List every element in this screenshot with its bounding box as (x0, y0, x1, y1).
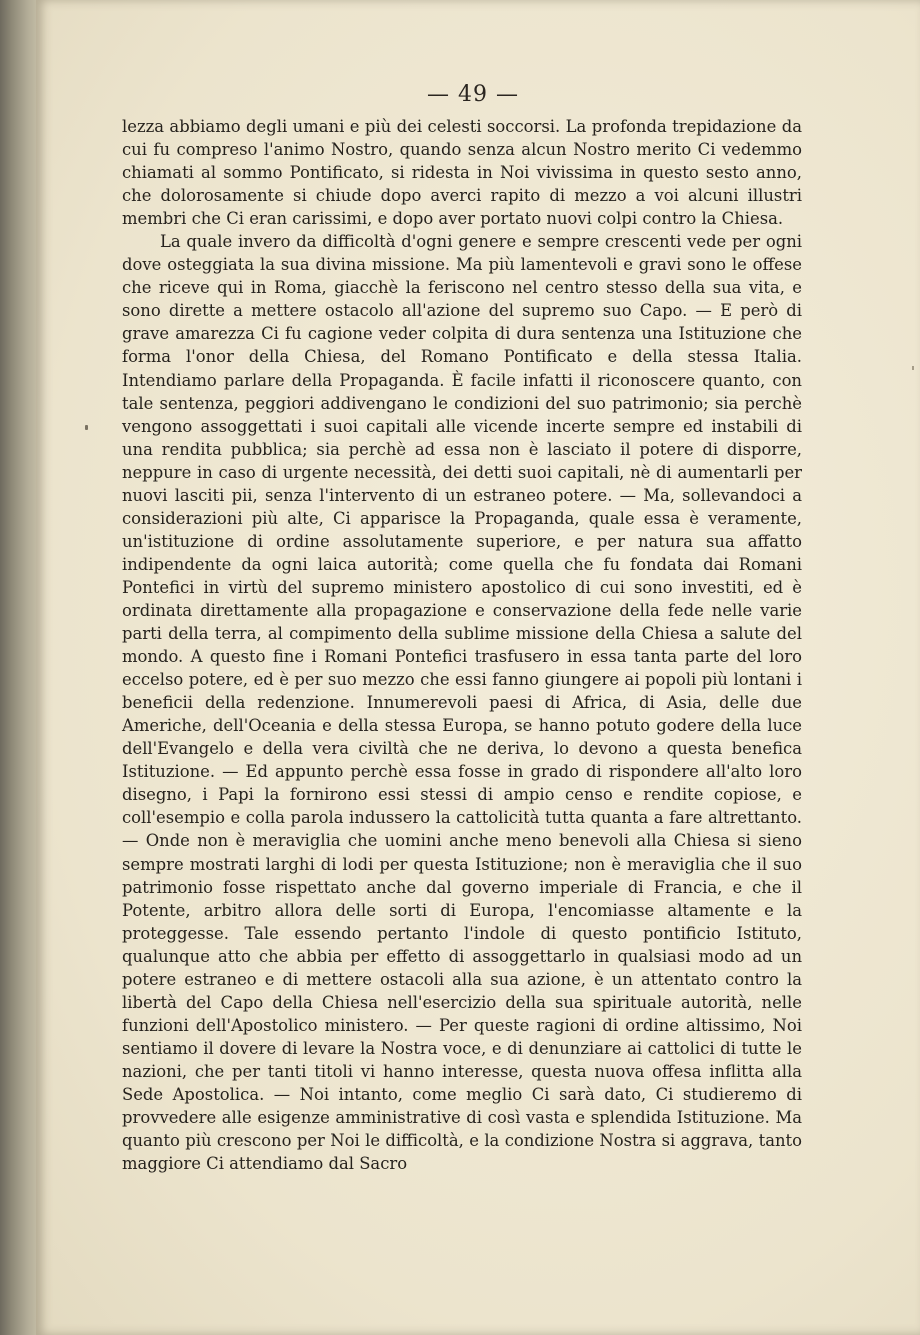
page-number: — 49 — (427, 82, 519, 107)
book-spine (0, 0, 40, 1335)
paper-speck (85, 425, 88, 430)
paragraph: lezza abbiamo degli umani e più dei celesti soccorsi. La profonda trepidazione da cui fu compreso l'animo Nostro, quando senza alcun Nostro merito Ci vedemmo chiamati al sommo Pontificato, si ridesta in Noi vivissima in questo sesto anno, che dolorosamente si chiude dopo averci rapito di mezzo a voi alcuni illustri membri che Ci eran carissimi, e dopo aver portato nuovi colpi contro la Chiesa. (122, 117, 802, 229)
paper-speck (912, 366, 914, 370)
book-page (36, 0, 920, 1335)
paragraph: La quale invero da difficoltà d'ogni genere e sempre crescenti vede per ogni dove osteggiata la sua divina missione. Ma più lamentevoli e gravi sono le offese che riceve qui in Roma, giacchè la feriscono nel centro stesso della sua vita, e sono dirette a mettere ostacolo all'azione del supremo suo Capo. — E però di grave amarezza Ci fu cagione veder colpita di dura sentenza una Istituzione che forma l'onor della Chiesa, del Romano Pontificato e della stessa Italia. Intendiamo parlare della Propaganda. È facile infatti il riconoscere quanto, con tale sentenza, peggiori addivengano le condizioni del suo patrimonio; sia perchè vengono assoggettati i suoi capitali alle vicende incerte sempre ed instabili di una rendita pubblica; sia perchè ad essa non è lasciato il potere di disporre, neppure in caso di urgente necessità, dei detti suoi capitali, nè di aumentarli per nuovi lasciti pii, senza l'intervento di un estraneo potere. — Ma, sollevandoci a considerazioni più alte, Ci apparisce la Propaganda, quale essa è veramente, un'istituzione di ordine assolutamente superiore, e per natura sua affatto indipendente da ogni laica autorità; come quella che fu fondata dai Romani Pontefici in virtù del supremo ministero apostolico di cui sono investiti, ed è ordinata direttamente alla propagazione e conservazione della fede nelle varie parti della terra, al compimento della sublime missione della Chiesa a salute del mondo. A questo fine i Romani Pontefici trasfusero in essa tanta parte del loro eccelso potere, ed è per suo mezzo che essi fanno giungere ai popoli più lontani i beneficii della redenzione. Innumerevoli paesi di Africa, di Asia, delle due Americhe, dell'Oceania e della stessa Europa, se hanno potuto godere della luce dell'Evangelo e della vera civiltà che ne deriva, lo devono a questa benefica Istituzione. — Ed appunto perchè essa fosse in grado di rispondere all'alto loro disegno, i Papi la fornirono essi stessi di ampio censo e rendite copiose, e coll'esempio e colla parola indussero la cattolicità tutta quanta a fare altrettanto. — Onde non è meraviglia che uomini anche meno benevoli alla Chiesa si sieno sempre mostrati larghi di lodi per questa Istituzione; non è meraviglia che il suo patrimonio fosse rispettato anche dal governo imperiale di Francia, e che il Potente, arbitro allora delle sorti di Europa, l'encomiasse altamente e la proteggesse. Tale essendo pertanto l'indole di questo pontificio Istituto, qualunque atto che abbia per effetto di assoggettarlo in qualsiasi modo ad un potere estraneo e di mettere ostacoli alla sua azione, è un attentato contro la libertà del Capo della Chiesa nell'esercizio della sua spirituale autorità, nelle funzioni dell'Apostolico ministero. — Per queste ragioni di ordine altissimo, Noi sentiamo il dovere di levare la Nostra voce, e di denunziare ai cattolici di tutte le nazioni, che per tanti titoli vi hanno interesse, questa nuova offesa inflitta alla Sede Apostolica. — Noi intanto, come meglio Ci sarà dato, Ci studieremo di provvedere alle esigenze amministrative di così vasta e splendida Istituzione. Ma quanto più crescono per Noi le difficoltà, e la condizione Nostra si aggrava, tanto maggiore Ci attendiamo dal Sacro (122, 232, 802, 1174)
body-text (122, 115, 802, 1175)
